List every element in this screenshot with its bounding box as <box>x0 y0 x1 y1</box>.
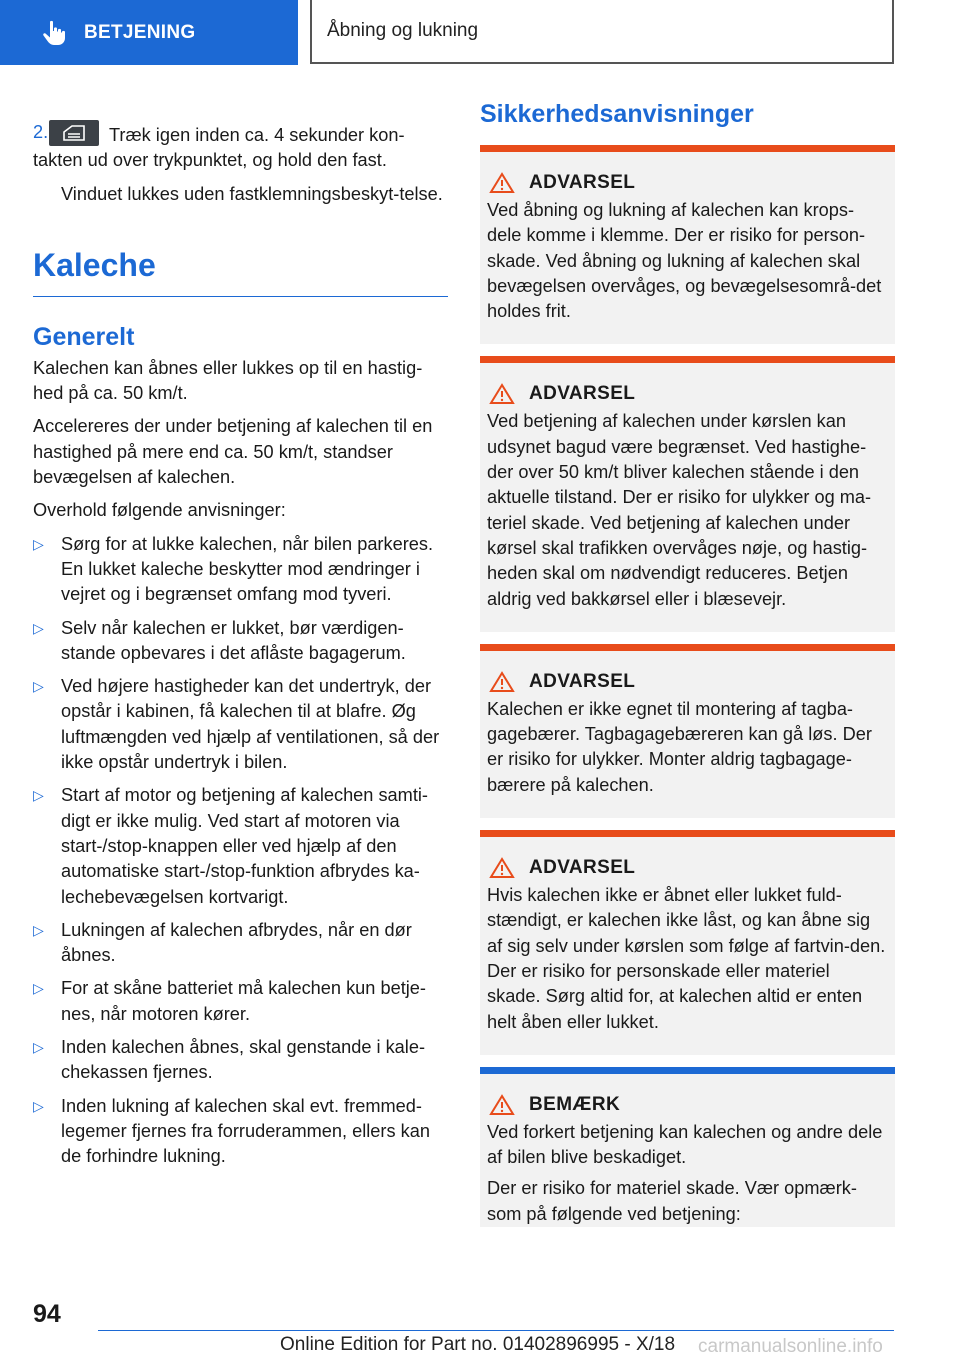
footer-edition: Online Edition for Part no. 01402896995 - X/18 <box>280 1334 676 1355</box>
warning-triangle-icon <box>489 857 515 879</box>
warning-label: ADVARSEL <box>529 172 636 193</box>
warning-box <box>480 830 895 1055</box>
footer-watermark: carmanualsonline.info <box>698 1336 883 1357</box>
note-text: Ved forkert betjening kan kalechen og andre dele af bilen blive beskadiget. <box>487 1121 883 1168</box>
list-item-text: Inden kalechen åbnes, skal genstande i kale-chekassen fjernes. <box>61 1037 425 1083</box>
list-item-text: Ved højere hastigheder kan det undertryk, der opstår i kabinen, få kalechen til at blafre. Øg luftmængden ved hjælp af ventilationen, så der ikke opstår undertryk i bilen. <box>61 676 440 773</box>
list-item-text: Selv når kalechen er lukket, bør værdigen-stande opbevares i det aflåste bagagerum. <box>61 617 406 663</box>
triangle-bullet-icon: ▷ <box>33 678 44 695</box>
list-item <box>33 976 448 1027</box>
chapter-title: Åbning og lukning <box>310 0 894 64</box>
warning-text: Ved åbning og lukning af kalechen kan krops-dele komme i klemme. Der er risiko for person-skade. Ved åbning og lukning af kalechen skal bevægelsen overvåges, og bevægelsesområ-det holdes frit. <box>487 200 882 322</box>
warning-box <box>480 644 895 818</box>
step-text-content: Træk igen inden ca. 4 sekunder kon-takten ud over trykpunktet, og hold den fast. <box>33 125 405 171</box>
warning-box <box>480 356 895 631</box>
hand-pointer-icon <box>40 19 68 47</box>
heading-sikkerhedsanvisninger: Sikkerhedsanvisninger <box>480 100 754 128</box>
note-box <box>480 1067 895 1227</box>
list-item <box>33 532 448 608</box>
list-item-text: Sørg for at lukke kalechen, når bilen parkeres. En lukket kaleche beskytter mod ændringer i vejret og i begrænset omfang mod tyveri. <box>61 533 434 605</box>
warning-text: Hvis kalechen ikke er åbnet eller lukket fuld-stændigt, er kalechen ikke låst, og kan åbne sig af sig selv under kørslen som følge af fartvin-den. Der er risiko for personskade eller materiel skade. Sørg altid for, at kalechen altid er enten helt åben eller lukket. <box>487 885 886 1032</box>
warning-text: Kalechen er ikke egnet til montering af tagba-gagebærer. Tagbagagebæreren kan gå løs. Der er risiko for ulykker. Monter aldrig tagbagage-bærere på kalechen. <box>487 698 872 795</box>
triangle-bullet-icon: ▷ <box>33 787 44 804</box>
footer-divider <box>98 1330 894 1331</box>
triangle-bullet-icon: ▷ <box>33 921 44 938</box>
right-column <box>480 100 895 1239</box>
instruction-list <box>33 532 448 1170</box>
triangle-bullet-icon: ▷ <box>33 1039 44 1056</box>
warning-triangle-icon <box>489 172 515 194</box>
triangle-bullet-icon: ▷ <box>33 619 44 636</box>
note-text: Der er risiko for materiel skade. Vær opmærk-som på følgende ved betjening: <box>487 1178 857 1224</box>
step-text <box>33 120 448 174</box>
left-column <box>33 120 448 1178</box>
list-item-text: Start af motor og betjening af kalechen samti-digt er ikke mulig. Ved start af motoren via start-/stop-knappen eller ved hjælp af den automatiske start-/stop-funktion afbrydes ka-lechebevægelsen kortvarigt. <box>61 785 428 907</box>
heading-kaleche: Kaleche <box>33 247 448 297</box>
list-item <box>33 1035 448 1086</box>
warning-label: ADVARSEL <box>529 383 636 405</box>
list-item-text: Lukningen af kalechen afbrydes, når en dør åbnes. <box>61 919 412 966</box>
page-number: 94 <box>33 1300 61 1328</box>
triangle-bullet-icon: ▷ <box>33 535 44 552</box>
paragraph: Kalechen kan åbnes eller lukkes op til en hastig-hed på ca. 50 km/t. <box>33 357 423 404</box>
note-label: BEMÆRK <box>529 1093 621 1115</box>
warning-triangle-icon <box>489 671 515 693</box>
step-note: Vinduet lukkes uden fastklemningsbeskyt-telse. <box>61 183 443 204</box>
warning-text: Ved betjening af kalechen under kørslen kan udsynet bagud være begrænset. Ved hastighe-der over 50 km/t bliver kalechen stående i den aktuelle tilstand. Der er risiko for ulykker og ma-teriel skade. Ved betjening af kalechen under kørsel skal trafikken overvåges nøje, og hastig-heden skal om nødvendigt reduceres. Betjen aldrig ved bakkørsel eller i blæsevejr. <box>487 411 872 609</box>
list-item <box>33 1094 448 1170</box>
list-item <box>33 918 448 969</box>
warning-box <box>480 145 895 344</box>
paragraph: Overhold følgende anvisninger: <box>33 500 286 521</box>
step-item <box>33 120 448 174</box>
triangle-bullet-icon: ▷ <box>33 980 44 997</box>
list-item <box>33 674 448 775</box>
note-triangle-icon <box>489 1094 515 1116</box>
triangle-bullet-icon: ▷ <box>33 1097 44 1114</box>
warning-label: ADVARSEL <box>529 857 636 879</box>
section-label: BETJENING <box>84 21 196 43</box>
step-number: 2. <box>33 122 49 142</box>
list-item <box>33 616 448 667</box>
warning-triangle-icon <box>489 383 515 405</box>
paragraph: Accelereres der under betjening af kalechen til en hastighed på mere end ca. 50 km/t, standser bevægelsen af kalechen. <box>33 416 433 488</box>
list-item <box>33 783 448 909</box>
list-item-text: For at skåne batteriet må kalechen kun betje-nes, når motoren kører. <box>61 978 426 1024</box>
warning-label: ADVARSEL <box>529 670 636 692</box>
heading-generelt: Generelt <box>33 322 135 351</box>
section-tab[interactable] <box>0 0 298 65</box>
window-switch-icon <box>49 120 99 146</box>
list-item-text: Inden lukning af kalechen skal evt. fremmed-legemer fjernes fra forruderammen, ellers kan de forhindre lukning. <box>61 1095 430 1167</box>
